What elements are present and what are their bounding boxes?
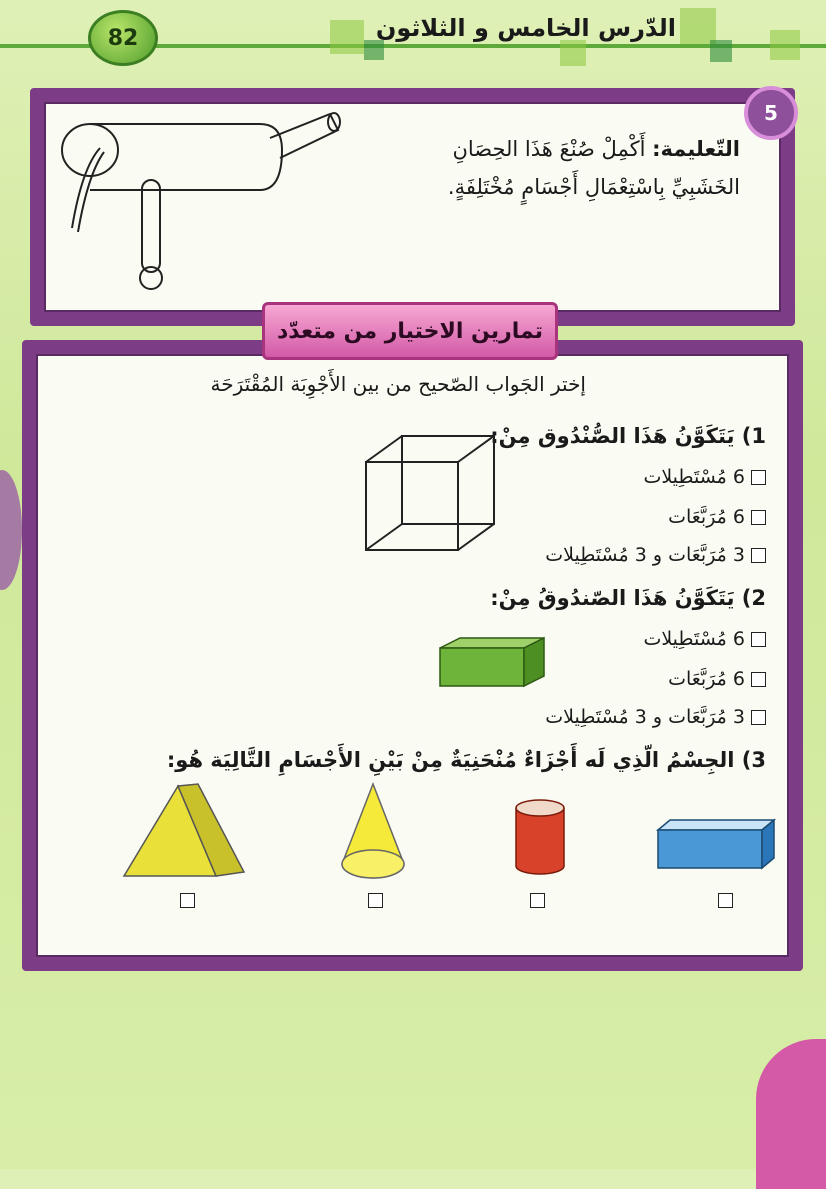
decor-square: [770, 30, 800, 60]
side-decoration: [0, 470, 22, 590]
wire-cube-drawing: [360, 430, 505, 555]
green-box-drawing: [436, 636, 548, 692]
page-number: 82: [88, 10, 158, 66]
cone-checkbox[interactable]: [368, 893, 383, 908]
checkbox[interactable]: [751, 672, 766, 687]
decor-square: [710, 40, 732, 62]
corner-decoration: [756, 1039, 826, 1189]
q1-option-1[interactable]: [643, 466, 766, 488]
cone-drawing: [338, 780, 408, 884]
question-1: 1) يَتَكَوَّنُ هَذَا الصُّنْدُوق مِنْ:: [490, 424, 766, 448]
q2-option-2[interactable]: [668, 668, 766, 690]
blue-box-drawing: [654, 818, 778, 872]
q2-option-1[interactable]: [643, 628, 766, 650]
option-label: 6 مُسْتَطِيلات: [643, 628, 745, 650]
instruction-line-1: أَكْمِلْ صُنْعَ هَذَا الحِصَانِ: [452, 137, 646, 161]
checkbox[interactable]: [751, 470, 766, 485]
cylinder-drawing: [512, 798, 568, 878]
cylinder-checkbox[interactable]: [530, 893, 545, 908]
exercises-intro: إختر الجَواب الصّحيح من بين الأَجْوِبَة المُقْتَرَحَة: [210, 372, 586, 396]
instruction-line-2: الخَشَبِيِّ بِاسْتِعْمَالِ أَجْسَامٍ مُخْتَلِفَةٍ.: [447, 175, 740, 199]
exercises-banner: تمارين الاختيار من متعدّد: [262, 302, 558, 360]
decor-square: [560, 40, 586, 66]
question-2: 2) يَتَكَوَّنُ هَذَا الصّندُوقُ مِنْ:: [490, 586, 766, 610]
activity-instruction: [380, 130, 740, 206]
decor-square: [364, 40, 384, 60]
checkbox[interactable]: [751, 510, 766, 525]
box-checkbox[interactable]: [718, 893, 733, 908]
wooden-horse-drawing: [60, 108, 360, 298]
option-label: 3 مُرَبَّعَات و 3 مُسْتَطِيلات: [545, 544, 745, 566]
decor-square: [330, 20, 364, 54]
option-label: 6 مُرَبَّعَات: [668, 506, 745, 528]
q1-option-3[interactable]: [545, 544, 766, 566]
checkbox[interactable]: [751, 710, 766, 725]
option-label: 3 مُرَبَّعَات و 3 مُسْتَطِيلات: [545, 706, 745, 728]
prism-checkbox[interactable]: [180, 893, 195, 908]
triangular-prism-drawing: [120, 782, 250, 882]
checkbox[interactable]: [751, 632, 766, 647]
decor-square: [680, 8, 716, 44]
q1-option-2[interactable]: [668, 506, 766, 528]
instruction-label: التّعليمة:: [652, 137, 740, 161]
question-3: 3) الجِسْمُ الّذِي لَه أَجْزَاءٌ مُنْحَنِيَةٌ مِنْ بَيْنِ الأَجْسَامِ التَّالِيَة هُو:: [166, 748, 766, 772]
checkbox[interactable]: [751, 548, 766, 563]
activity-number-badge: 5: [744, 86, 798, 140]
q2-option-3[interactable]: [545, 706, 766, 728]
option-label: 6 مُسْتَطِيلات: [643, 466, 745, 488]
option-label: 6 مُرَبَّعَات: [668, 668, 745, 690]
lesson-title: الدّرس الخامس و الثلاثون: [375, 14, 676, 42]
